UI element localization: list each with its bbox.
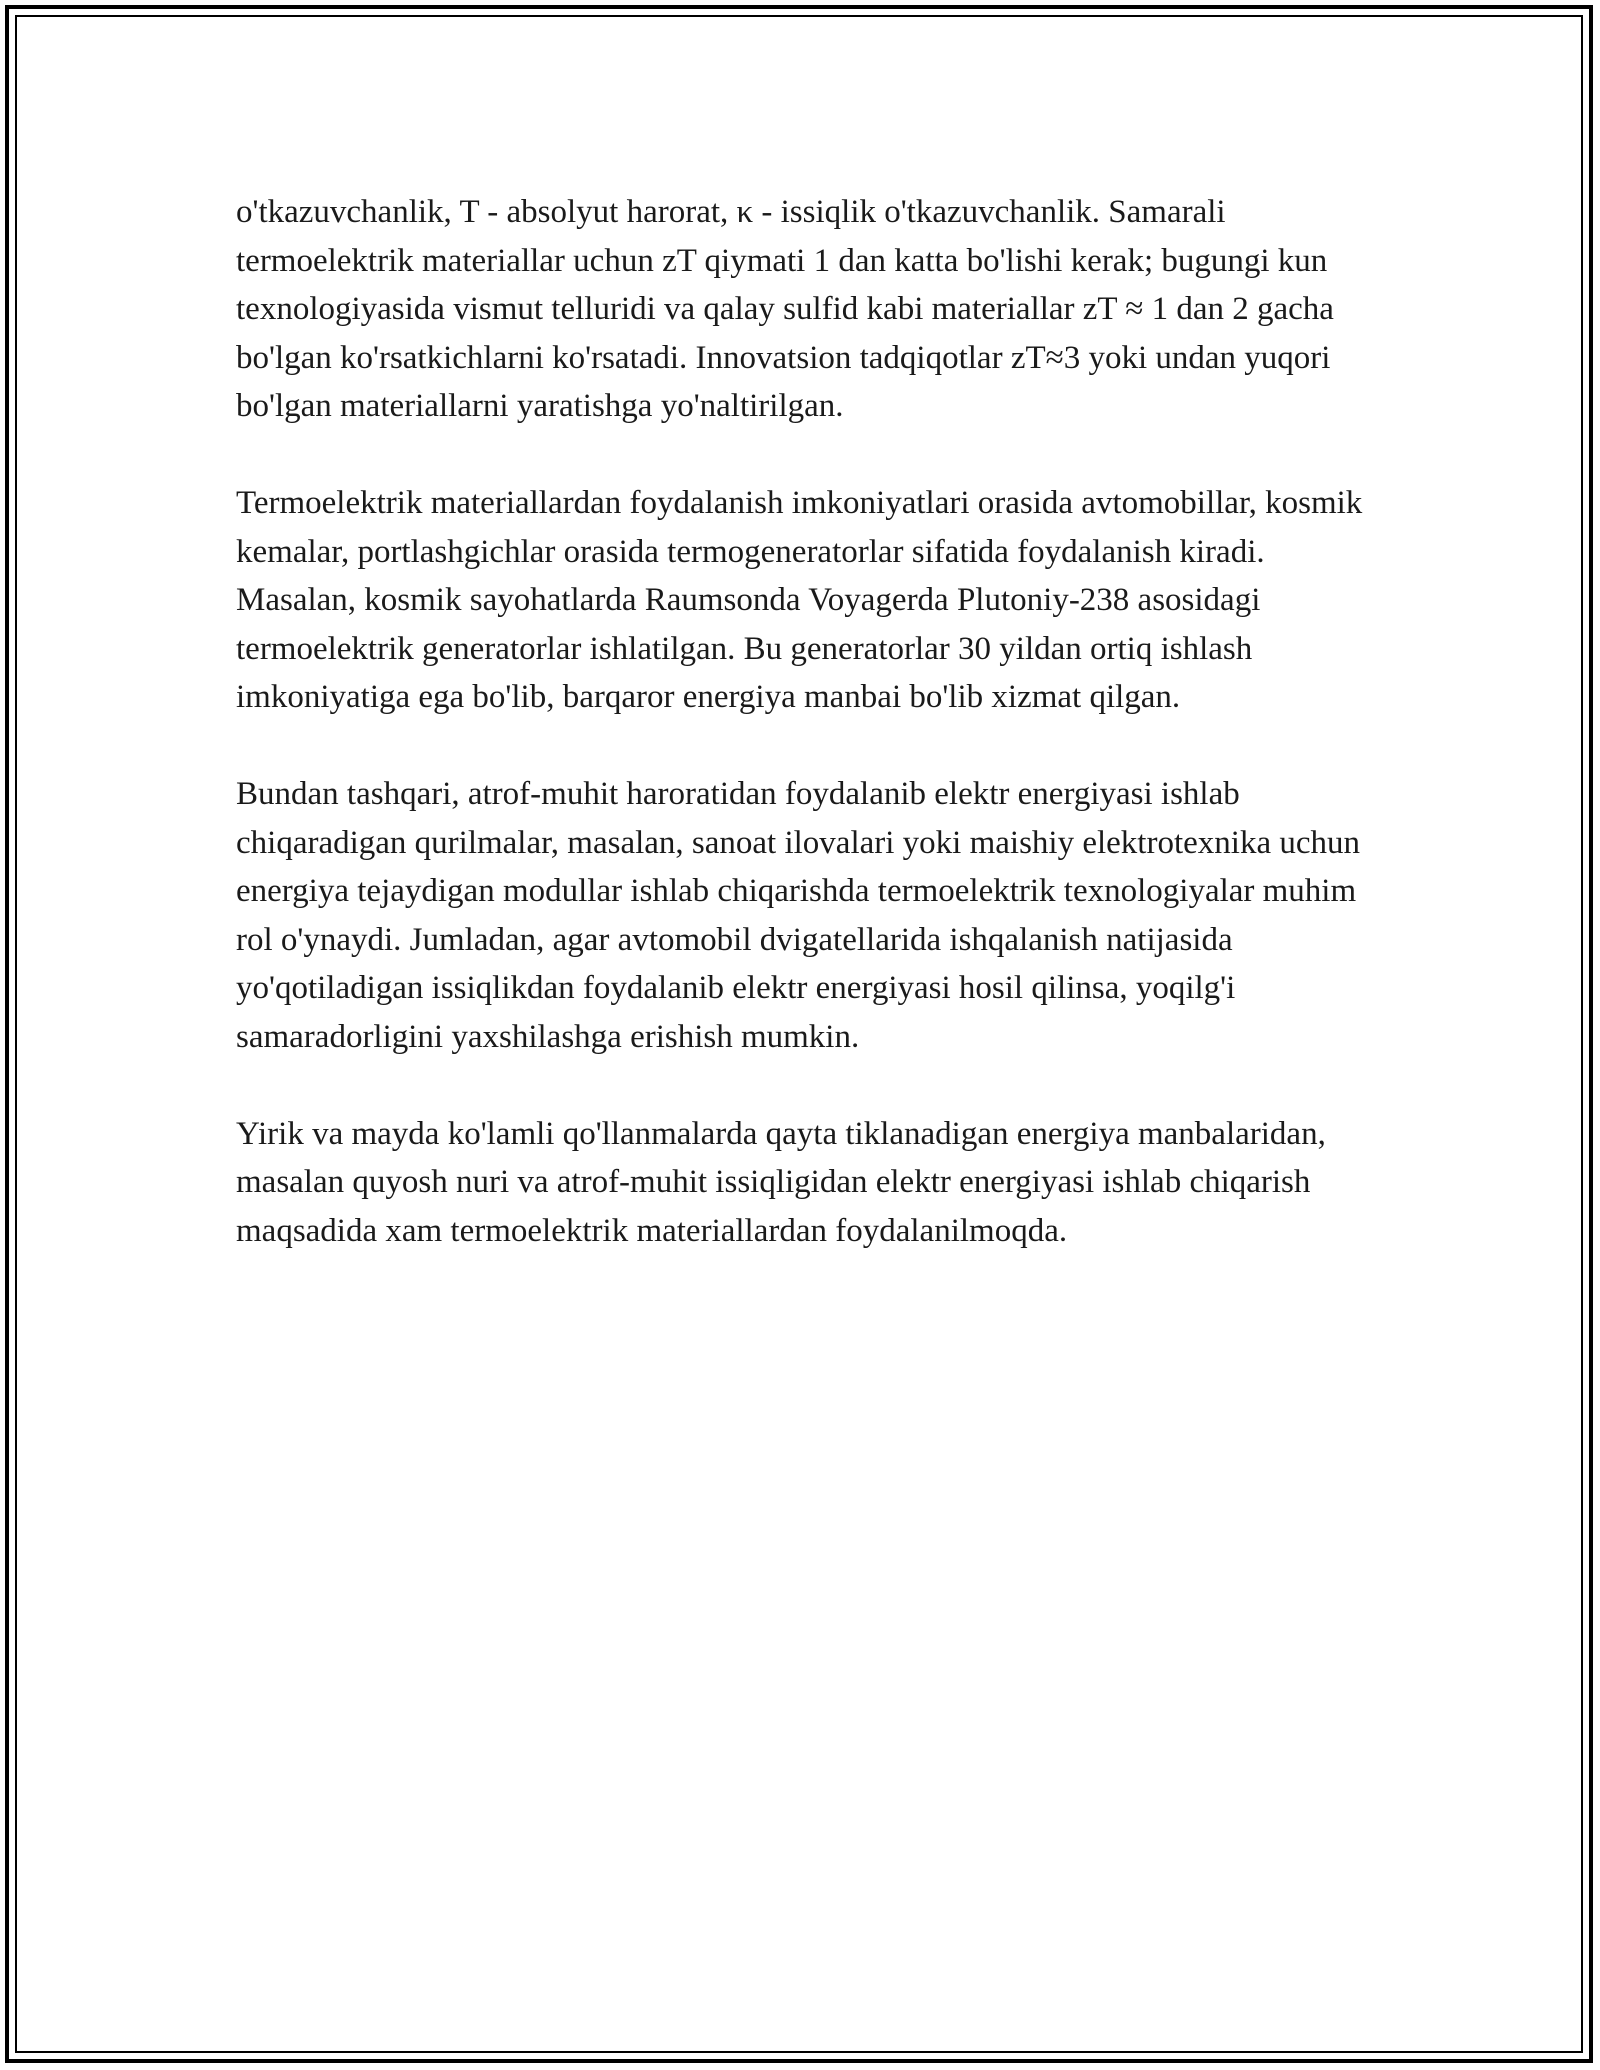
paragraph-3: Bundan tashqari, atrof-muhit haroratidan foydalanib elektr energiyasi ishlab chiqaradigan qurilmalar, masalan, sanoat ilovalari yoki maishiy elektrotexnika uchun energiya tejaydigan modullar ishlab chiqarishda termoelektrik texnologiyalar muhim rol o'ynaydi. Jumladan, agar avtomobil dvigatellarida ishqalanish natijasida yo'qotiladigan issiqlikdan foydalanib elektr energiyasi hosil qilinsa, yoqilg'i samaradorligini yaxshilashga erishish mumkin. xyxy=(236,776,1360,1055)
paragraph-1: o'tkazuvchanlik, T - absolyut harorat, κ - issiqlik o'tkazuvchanlik. Samarali termoelektrik materiallar uchun zT qiymati 1 dan katta bo'lishi kerak; bugungi kun texnologiyasida vismut telluridi va qalay sulfid kabi materiallar zT ≈ 1 dan 2 gacha bo'lgan ko'rsatkichlarni ko'rsatadi. Innovatsion tadqiqotlar zT≈3 yoki undan yuqori bo'lgan materiallarni yaratishga yo'naltirilgan. xyxy=(236,194,1334,424)
paragraph-4: Yirik va mayda ko'lamli qo'llanmalarda qayta tiklanadigan energiya manbalaridan, masalan quyosh nuri va atrof-muhit issiqligidan elektr energiyasi ishlab chiqarish maqsadida xam termoelektrik materiallardan foydalanilmoqda. xyxy=(236,1115,1326,1249)
paragraph-2: Termoelektrik materiallardan foydalanish imkoniyatlari orasida avtomobillar, kosmik kemalar, portlashgichlar orasida termogeneratorlar sifatida foydalanish kiradi. Masalan, kosmik sayohatlarda Raumsonda Voyagerda Plutoniy-238 asosidagi termoelektrik generatorlar ishlatilgan. Bu generatorlar 30 yildan ortiq ishlash imkoniyatiga ega bo'lib, barqaror energiya manbai bo'lib xizmat qilgan. xyxy=(236,485,1363,715)
document-body xyxy=(236,188,1376,1304)
